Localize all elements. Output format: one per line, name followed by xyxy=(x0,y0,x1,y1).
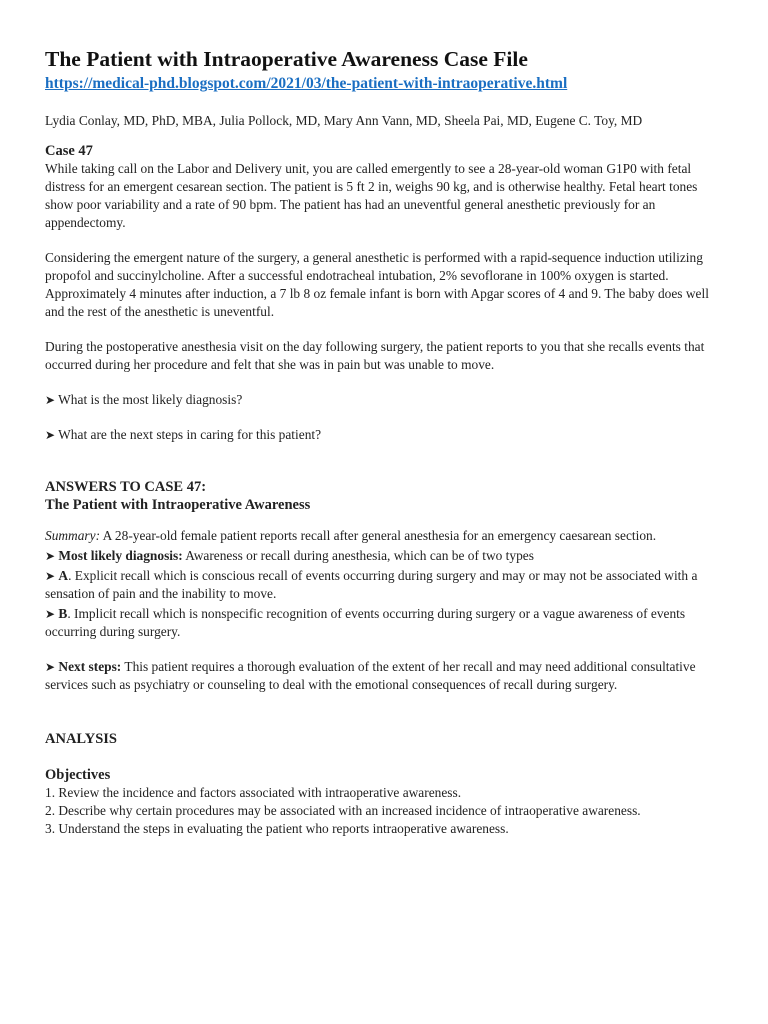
source-link[interactable]: https://medical-phd.blogspot.com/2021/03/the-patient-with-intraoperative.html xyxy=(45,75,568,92)
arrow-bullet-icon: ➤ xyxy=(45,549,56,563)
objectives-heading: Objectives xyxy=(45,767,111,783)
arrow-bullet-icon: ➤ xyxy=(45,428,56,442)
next-steps-text: This patient requires a thorough evaluation of the extent of her recall and may need additional consultative services such as psychiatry or counseling to deal with the emotional consequences of recall during surgery. xyxy=(45,659,696,692)
objective-item: 2. Describe why certain procedures may be associated with an increased incidence of intraoperative awareness. xyxy=(45,803,641,818)
summary-text: A 28-year-old female patient reports recall after general anesthesia for an emergency caesarean section. xyxy=(102,528,657,543)
answers-subheading: The Patient with Intraoperative Awareness xyxy=(45,497,311,513)
question-2 xyxy=(45,426,724,444)
arrow-bullet-icon: ➤ xyxy=(45,569,56,583)
answers-heading: ANSWERS TO CASE 47: xyxy=(45,479,207,495)
document-title: The Patient with Intraoperative Awareness Case File xyxy=(45,47,528,71)
case-paragraph-3: During the postoperative anesthesia visit on the day following surgery, the patient reports to you that she recalls events that occurred during her procedure and felt that she was in pain but was unable to move. xyxy=(45,339,705,372)
arrow-bullet-icon: ➤ xyxy=(45,607,56,621)
next-steps-item xyxy=(45,658,724,694)
diagnosis-text: Awareness or recall during anesthesia, which can be of two types xyxy=(185,548,534,563)
objective-item: 1. Review the incidence and factors associated with intraoperative awareness. xyxy=(45,785,462,800)
summary-label: Summary: xyxy=(45,528,101,543)
case-heading: Case 47 xyxy=(45,143,93,159)
case-paragraph-2: Considering the emergent nature of the surgery, a general anesthetic is performed with a rapid-sequence induction utilizing propofol and succinylcholine. After a successful endotracheal intubation, 2% sevoflorane in 100% oxygen is started. Approximately 4 minutes after induction, a 7 lb 8 oz female infant is born with Apgar scores of 4 and 9. The baby does well and the rest of the anesthetic is uneventful. xyxy=(45,250,709,319)
next-steps-label: Next steps: xyxy=(58,659,122,674)
type-b-text: . Implicit recall which is nonspecific recognition of events occurring during surgery or a vague awareness of events occurring during surgery. xyxy=(45,606,686,639)
analysis-heading: ANALYSIS xyxy=(45,731,117,747)
recall-type-a xyxy=(45,567,724,603)
recall-type-b xyxy=(45,605,724,641)
question-1 xyxy=(45,391,724,409)
question-2-text: What are the next steps in caring for this patient? xyxy=(58,427,322,442)
objectives-list xyxy=(45,784,724,838)
type-b-label: B xyxy=(58,606,68,621)
type-a-text: . Explicit recall which is conscious recall of events occurring during surgery and may or may not be associated with a sensation of pain and the inability to move. xyxy=(45,568,698,601)
objective-item: 3. Understand the steps in evaluating the patient who reports intraoperative awareness. xyxy=(45,821,509,836)
arrow-bullet-icon: ➤ xyxy=(45,660,56,674)
type-a-label: A xyxy=(58,568,69,583)
case-paragraph-1: While taking call on the Labor and Delivery unit, you are called emergently to see a 28-year-old woman G1P0 with fetal distress for an emergent cesarean section. The patient is 5 ft 2 in, weighs 90 kg, and is otherwise healthy. Fetal heart tones show poor variability and a rate of 90 bpm. The patient has had an uneventful general anesthetic previously for an appendectomy. xyxy=(45,161,698,230)
summary-paragraph xyxy=(45,527,724,545)
diagnosis-label: Most likely diagnosis: xyxy=(58,548,183,563)
arrow-bullet-icon: ➤ xyxy=(45,393,56,407)
authors-line: Lydia Conlay, MD, PhD, MBA, Julia Pollock, MD, Mary Ann Vann, MD, Sheela Pai, MD, Eugene C. Toy, MD xyxy=(45,113,643,128)
diagnosis-item xyxy=(45,547,724,565)
question-1-text: What is the most likely diagnosis? xyxy=(58,392,243,407)
